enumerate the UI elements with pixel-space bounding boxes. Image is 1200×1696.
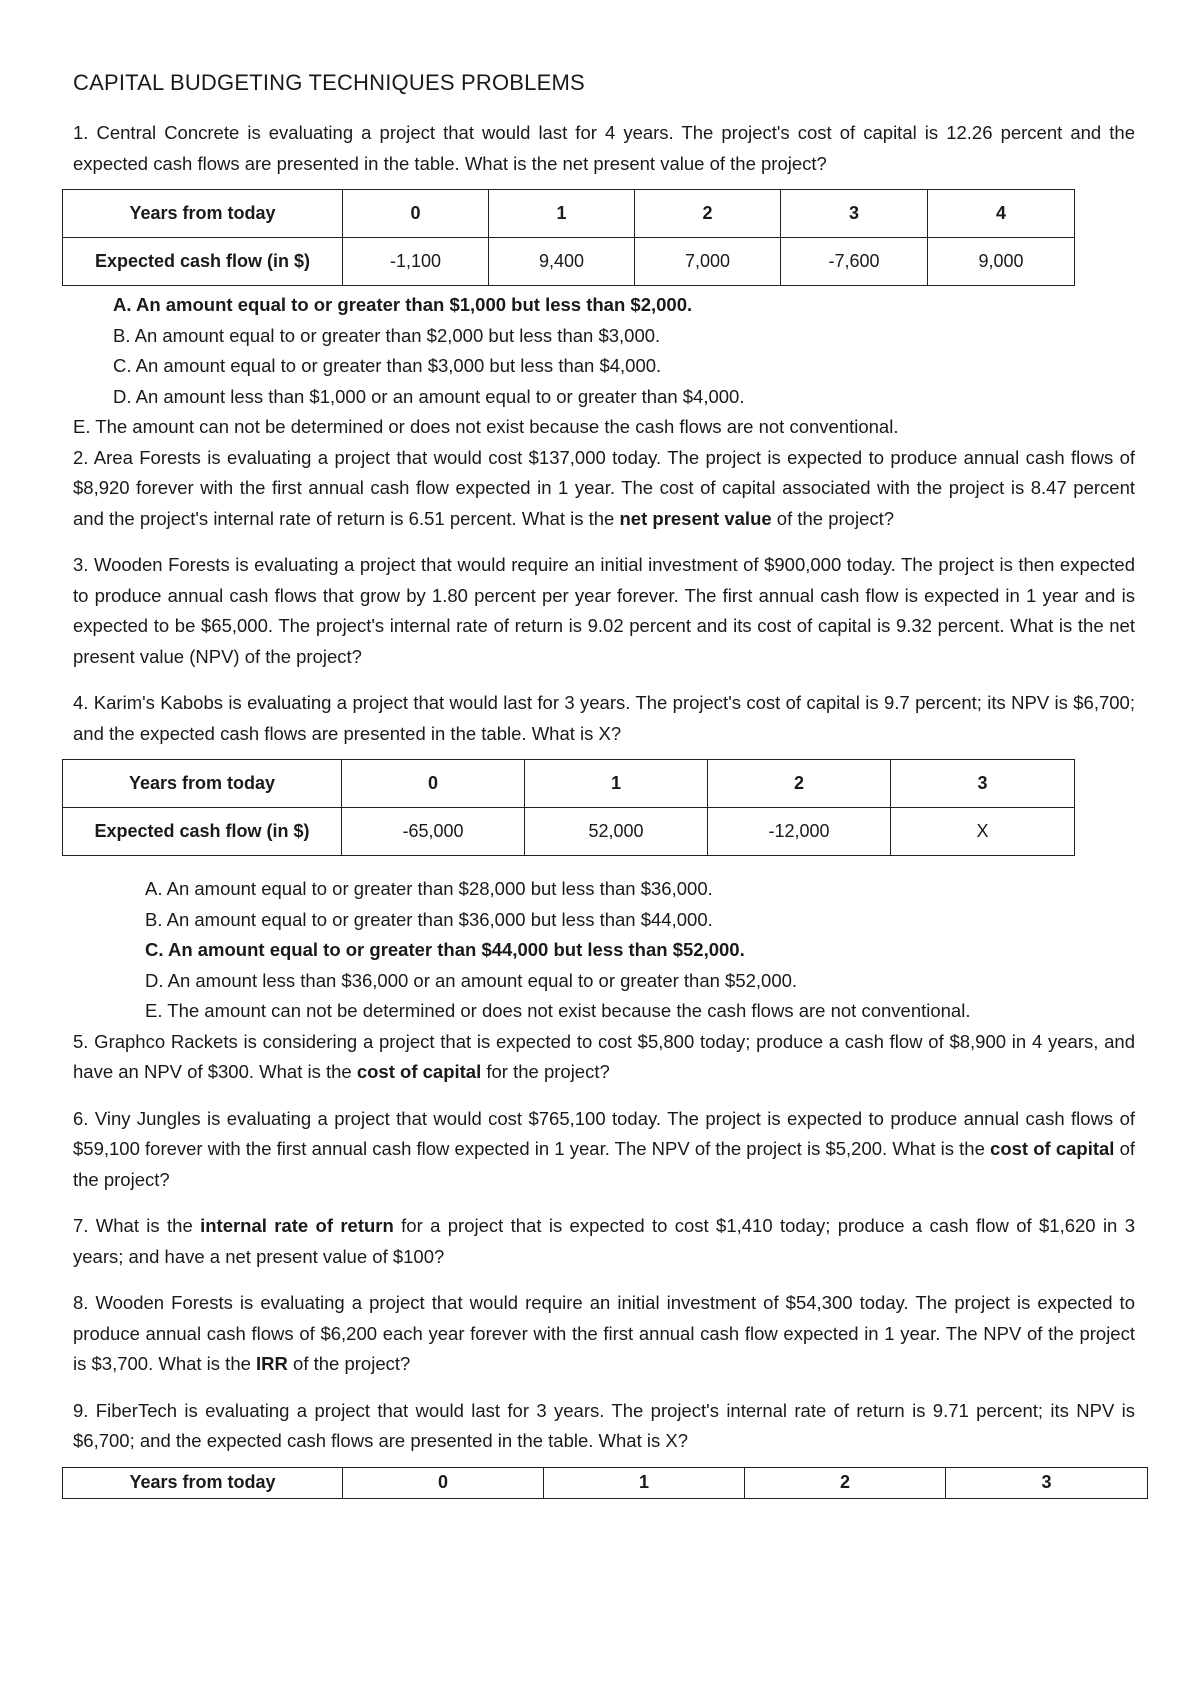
table-header-cell: 0 [342, 760, 525, 808]
table-header-cell: 0 [343, 190, 489, 238]
question-4-cash-flow-table [62, 759, 1075, 856]
question-1-choice-c: C. An amount equal to or greater than $3,000 but less than $4,000. [113, 355, 662, 376]
question-6-text-part: of the project? [73, 1138, 1136, 1190]
table-row [63, 808, 1075, 856]
table-header-cell: 4 [928, 190, 1075, 238]
table-row [63, 760, 1075, 808]
table-header-cell: Years from today [63, 190, 343, 238]
question-6-text [73, 1104, 1135, 1196]
table-row-label: Expected cash flow (in $) [63, 808, 342, 856]
question-6-emphasis: cost of capital [990, 1138, 1115, 1159]
question-4-text: 4. Karim's Kabobs is evaluating a project that would last for 3 years. The project's cost of capital is 9.7 percent; its NPV is $6,700; and the expected cash flows are presented in the table. What is X? [73, 692, 1135, 744]
question-1-choice-b: B. An amount equal to or greater than $2,000 but less than $3,000. [113, 324, 661, 346]
question-4-choice-a: A. An amount equal to or greater than $28,000 but less than $36,000. [145, 878, 713, 899]
question-4-choice-b: B. An amount equal to or greater than $36,000 but less than $44,000. [145, 908, 713, 930]
question-4-choice-d: D. An amount less than $36,000 or an amount equal to or greater than $52,000. [145, 969, 798, 991]
question-9-cash-flow-table [62, 1467, 1148, 1499]
question-1-choice-d: D. An amount less than $1,000 or an amount equal to or greater than $4,000. [113, 385, 745, 407]
question-6-text-part: 6. Viny Jungles is evaluating a project that would cost $765,100 today. The project is expected to produce annual cash flows of $59,100 forever with the first annual cash flow expected in 1 year. The NPV of the project is $5,200. What is the [73, 1107, 1135, 1159]
table-row-label: Expected cash flow (in $) [63, 238, 343, 286]
table-cell: 9,400 [489, 238, 635, 286]
question-5-text [73, 1027, 1135, 1088]
page-title: CAPITAL BUDGETING TECHNIQUES PROBLEMS [73, 70, 585, 95]
table-cell: -12,000 [708, 808, 891, 856]
question-3-text: 3. Wooden Forests is evaluating a project that would require an initial investment of $900,000 today. The project is then expected to produce annual cash flows that grow by 1.80 percent per year forever. The first annual cash flow is expected in 1 year and is expected to be $65,000. The project's internal rate of return is 9.02 percent and its cost of capital is 9.32 percent. What is the net present value (NPV) of the project? [73, 554, 1135, 667]
question-4-choice-e: E. The amount can not be determined or does not exist because the cash flows are not conventional. [145, 1000, 971, 1021]
table-cell: 7,000 [635, 238, 781, 286]
table-header-cell: 1 [544, 1467, 745, 1498]
question-1-text: 1. Central Concrete is evaluating a project that would last for 4 years. The project's cost of capital is 12.26 percent and the expected cash flows are presented in the table. What is the net present value of the project? [73, 122, 1135, 174]
table-header-cell: 2 [745, 1467, 946, 1498]
table-row [63, 238, 1075, 286]
table-row [63, 190, 1075, 238]
question-1-choices [73, 290, 1135, 443]
table-header-cell: Years from today [63, 760, 342, 808]
question-8-emphasis: IRR [256, 1353, 288, 1374]
question-7-text-part: for a project that is expected to cost $1,410 today; produce a cash flow of $1,620 in 3 years; and have a net present value of $100? [73, 1215, 1135, 1267]
worksheet-page [73, 70, 1135, 1499]
table-header-cell: 3 [891, 760, 1075, 808]
table-header-cell: 1 [525, 760, 708, 808]
table-header-cell: 2 [708, 760, 891, 808]
question-9-text: 9. FiberTech is evaluating a project that would last for 3 years. The project's internal rate of return is 9.71 percent; its NPV is $6,700; and the expected cash flows are presented in the table. What is X? [73, 1399, 1135, 1451]
question-1-choice-a: A. An amount equal to or greater than $1,000 but less than $2,000. [113, 294, 693, 315]
question-5-text-part: 5. Graphco Rackets is considering a project that is expected to cost $5,800 today; produce a cash flow of $8,900 in 4 years, and have an NPV of $300. What is the [73, 1030, 1135, 1082]
table-header-cell: 3 [946, 1467, 1148, 1498]
question-2-text-part: of the project? [771, 507, 895, 529]
table-header-cell: 3 [781, 190, 928, 238]
question-4-choice-c: C. An amount equal to or greater than $44,000 but less than $52,000. [145, 939, 745, 960]
question-2-emphasis: net present value [619, 507, 772, 529]
table-header-cell: 1 [489, 190, 635, 238]
question-1-cash-flow-table [62, 189, 1075, 286]
table-cell: 52,000 [525, 808, 708, 856]
question-8-text-part: 8. Wooden Forests is evaluating a project that would require an initial investment of $54,300 today. The project is expected to produce annual cash flows of $6,200 each year forever with the first annual cash flow expected in 1 year. The NPV of the project is $3,700. What is the [73, 1292, 1135, 1374]
question-2-text-part: 2. Area Forests is evaluating a project that would cost $137,000 today. The project is expected to produce annual cash flows of $8,920 forever with the first annual cash flow expected in 1 year. The cost of capital associated with the project is 8.47 percent and the project's internal rate of return is 6.51 percent. What is the [73, 446, 1135, 529]
question-7-text [73, 1211, 1135, 1272]
question-2-text [73, 443, 1135, 535]
question-1-choice-e: E. The amount can not be determined or does not exist because the cash flows are not conventional. [73, 416, 899, 437]
question-5-text-part: for the project? [481, 1061, 610, 1082]
table-cell: -1,100 [343, 238, 489, 286]
question-5-emphasis: cost of capital [356, 1061, 482, 1082]
table-header-cell: 2 [635, 190, 781, 238]
table-header-cell: 0 [343, 1467, 544, 1498]
question-8-text [73, 1288, 1135, 1380]
table-row [63, 1467, 1148, 1498]
table-cell: 9,000 [928, 238, 1075, 286]
question-4-choices [73, 874, 1135, 1027]
table-header-cell: Years from today [63, 1467, 343, 1498]
table-cell: -7,600 [781, 238, 928, 286]
question-7-emphasis: internal rate of return [200, 1215, 394, 1236]
question-7-text-part: 7. What is the [73, 1215, 201, 1236]
table-cell: -65,000 [342, 808, 525, 856]
question-8-text-part: of the project? [287, 1353, 411, 1374]
table-cell: X [891, 808, 1075, 856]
